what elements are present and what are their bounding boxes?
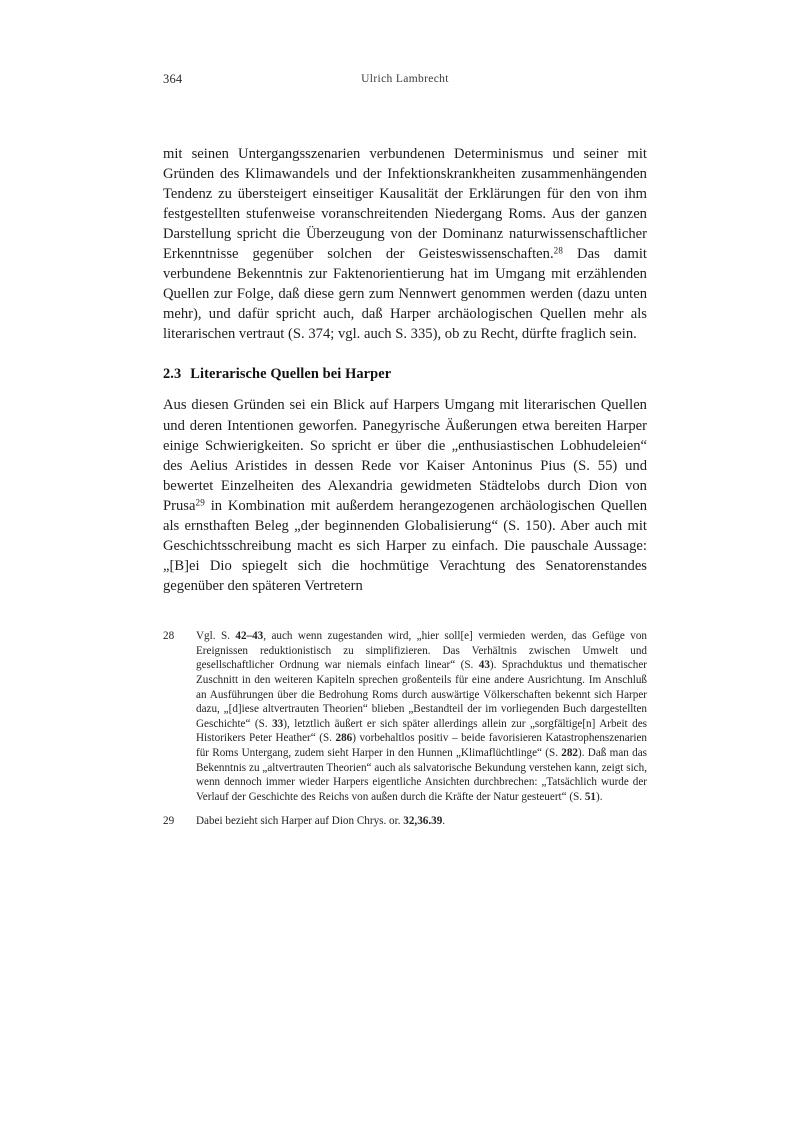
footnote-segment: Vgl. S.: [196, 630, 236, 642]
footnote-29: [163, 814, 647, 829]
running-title: Ulrich Lambrecht: [361, 73, 449, 85]
footnote-segment: .: [442, 814, 446, 827]
footnote-segment: ), letztlich äußert er sich später allerdings allein zur „sorgfältige[n] Arbeit des Historikers Peter Heather“ (S.: [196, 717, 647, 745]
footnote-segment: , auch wenn zugestanden wird, „hier soll[e] vermieden werden, das Gefüge von Ereignissen reduktionistisch zu simplifizieren. Das Verhältnis zwischen Umwelt und gesellschaftlicher Ordnung war niemals einfach linear“ (S.: [196, 630, 647, 672]
section-heading: [163, 365, 647, 384]
paragraph-1-text: mit seinen Untergangsszenarien verbundenen Determinismus und seiner mit Gründen des Klimawandels und der Infektionskrankheiten zusammenhängenden Tendenz zu übersteigert einseitiger Kausalität der Erklärungen für den von ihm festgestellten stufenweise voranschreitenden Niedergang Roms. Aus der ganzen Darstellung spricht die Überzeugung von der Dominanz naturwissenschaftlicher Erkenntnisse gegenüber solchen der Geisteswissenschaften.: [163, 146, 647, 263]
footnote-segment: ).: [595, 790, 603, 803]
footnote-segment: ). Sprachduktus und thematischer Zuschnitt in den weiteren Kapiteln sprechen großenteils für eine andere Ausrichtung. Im Anschluß an Ausführungen über die Bedrohung Roms durch auswärtige Völkerschaften bekennt sich Harper dazu, „[d]iese altvertrauten Theorien“ blieben „Bestandteil der im vorliegenden Buch dargestellten Geschichte“ (S.: [196, 659, 647, 730]
page-reference: 42–43: [235, 630, 264, 642]
section-number: 2.3: [163, 366, 182, 383]
page-reference: 282: [561, 747, 578, 759]
footnote-segment: ). Daß man das Bekenntnis zu „altvertrauten Theorien“ auch als salvatorische Bekundung verstehen kann, zeigt sich, wenn dennoch immer wieder Harpers eigentliche Ansichten durchbrechen: „Tatsächlich wurde der Verlauf der Geschichte des Reichs von außen durch die Kräfte der Natur gesteuert“ (S.: [196, 747, 647, 803]
body-paragraph-1: [163, 144, 647, 344]
section-title: Literarische Quellen bei Harper: [190, 366, 392, 383]
paragraph-2-text: Aus diesen Gründen sei ein Blick auf Harpers Umgang mit literarischen Quellen und deren Intentionen geworfen. Panegyrische Äußerungen etwa bereiten Harper einige Schwierigkeiten. So spricht er über die „enthusiastischen Lobhudeleien“ des Aelius Aristides in dessen Rede vor Kaiser Antoninus Pius (S. 55) und bewertet Einzelheiten des Alexandria gewidmeten Städtelobs durch Dion von Prusa: [163, 397, 647, 514]
page-reference: 33: [272, 717, 284, 730]
paragraph-2-continuation: in Kombination mit außerdem herangezogenen archäologischen Quellen als ernsthaften Beleg „der beginnenden Globalisierung“ (S. 150). Aber auch mit Geschichtsschreibung macht es sich Harper zu einfach. Die pauschale Aussage: „[B]ei Dio spiegelt sich die hochmütige Verachtung des Senatorenstandes gegenüber den späteren Vertretern: [163, 497, 647, 594]
footnote-segment: ) vorbehaltlos positiv – beide favorisieren Katastrophenszenarien für Roms Untergang, zudem sieht Harper in den Hunnen „Klimaflüchtlinge“ (S.: [196, 732, 647, 759]
paragraph-1-continuation: Das damit verbundene Bekenntnis zur Faktenorientierung hat im Umgang mit erzählenden Quellen zur Folge, daß diese gern zum Nennwert genommen werden (dazu unten mehr), und dafür spricht auch, daß Harper archäologischen Quellen mehr als literarischen vertraut (S. 374; vgl. auch S. 335), ob zu Recht, dürfte fraglich sein.: [163, 246, 647, 343]
footnote-block: [163, 629, 647, 828]
main-text-block: [163, 144, 647, 596]
page-reference: 32,36.39: [403, 814, 443, 827]
footnote-28: [163, 629, 647, 805]
page-reference: 51: [584, 790, 596, 803]
page-reference: 286: [335, 732, 353, 745]
footnote-marker-28[interactable]: 28: [553, 245, 564, 256]
page-number: 364: [163, 72, 183, 86]
footnote-number: 28: [163, 630, 175, 642]
footnote-marker-29[interactable]: 29: [195, 497, 205, 507]
footnote-segment: Dabei bezieht sich Harper auf Dion Chrys. or.: [196, 814, 404, 827]
body-paragraph-2: [163, 395, 647, 595]
footnote-number: 29: [163, 814, 175, 827]
page-reference: 43: [478, 659, 490, 672]
running-head: [163, 72, 647, 90]
